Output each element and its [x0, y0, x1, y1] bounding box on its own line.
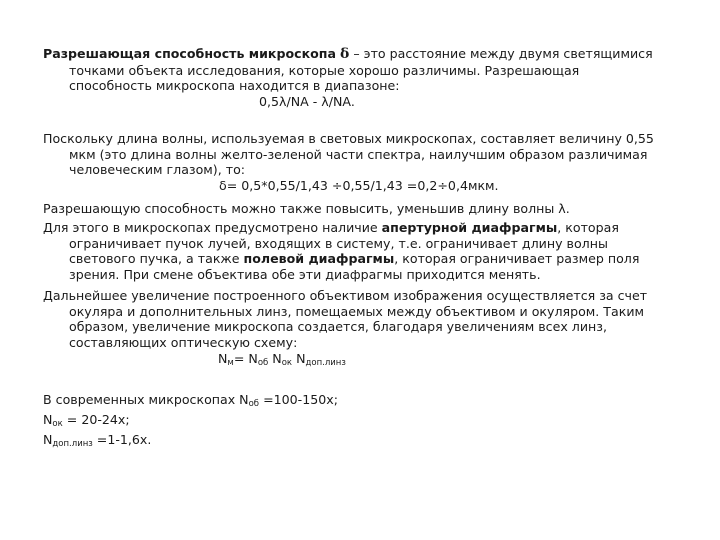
objective-value: =100-150х;	[259, 392, 338, 407]
field-diaphragm-term: полевой диафрагмы	[243, 251, 395, 266]
formula-eq: = N	[233, 351, 258, 366]
extra-lens-sub: доп.линз	[52, 439, 93, 449]
wavelength-line-1: Поскольку длина волны, используемая в световых микроскопах, составляет величину 0,55	[43, 131, 654, 146]
definition-line-1	[43, 46, 683, 63]
extra-lens-magnification-line	[43, 430, 683, 450]
extra-lens-n: N	[43, 432, 53, 447]
formula-sub-ob: об	[257, 358, 269, 368]
eyepiece-value: = 20-24х;	[62, 412, 130, 427]
term-resolving-power: Разрешающая способность микроскопа	[43, 46, 337, 61]
resolution-range-formula: 0,5λ/NA - λ/NA.	[259, 93, 355, 109]
formula-sub-m: м	[227, 358, 234, 368]
aperture-diaphragm-term: апертурной диафрагмы	[381, 220, 558, 235]
diaphragm-line-2: ограничивает пучок лучей, входящих в систему, т.е. ограничивает длину волны	[69, 235, 608, 251]
wavelength-line-2: мкм (это длина волны желто-зеленой части спектра, наилучшим образом различимая	[69, 146, 648, 162]
diaphragm-line-1-c: , которая	[557, 220, 619, 235]
magnification-line-2: окуляра и дополнительных линз, помещаемых между объективом и окуляром. Таким	[69, 303, 645, 319]
diaphragm-line-1-a: Для этого в микроскопах предусмотрено наличие	[43, 220, 382, 235]
diaphragm-line-3-a: светового пучка, а также	[69, 251, 244, 266]
resolution-calculation: δ= 0,5*0,55/1,43 ÷0,55/1,43 =0,2÷0,4мкм.	[219, 177, 499, 193]
definition-paragraph	[43, 46, 683, 109]
formula-n: N	[218, 351, 228, 366]
magnification-paragraph	[43, 288, 683, 367]
definition-line-1-rest: – это расстояние между двумя светящимися	[349, 46, 653, 61]
formula-sub-ok: ок	[281, 358, 293, 368]
magnification-formula	[43, 351, 683, 367]
definition-line-3: способность микроскопа находится в диапазоне:	[69, 78, 400, 93]
wavelength-line-3: человеческим глазом), то:	[69, 162, 246, 177]
magnification-line-3: образом, увеличение микроскопа создается, благодаря увеличениям всех линз,	[69, 319, 607, 334]
objective-magnification-line	[43, 390, 683, 410]
improve-resolution-paragraph	[43, 201, 683, 217]
diaphragm-line-3	[43, 251, 683, 267]
diaphragm-line-3-c: , которая ограничивает размер поля	[394, 251, 640, 266]
eyepiece-sub: ок	[52, 419, 63, 429]
magnification-line-1: Дальнейшее увеличение построенного объективом изображения осуществляется за счет	[43, 288, 648, 303]
definition-line-2: точками объекта исследования, которые хорошо различимы. Разрешающая	[69, 62, 580, 78]
delta-symbol: δ	[340, 46, 350, 62]
diaphragm-line-1	[43, 220, 683, 236]
formula-n-dop: N	[292, 351, 306, 366]
formula-sub-dop: доп.линз	[305, 358, 346, 368]
wavelength-paragraph	[43, 131, 683, 193]
objective-text: В современных микроскопах N	[43, 392, 249, 407]
objective-sub: об	[248, 399, 260, 409]
improve-resolution-line: Разрешающую способность можно также повысить, уменьшив длину волны λ.	[43, 201, 570, 216]
eyepiece-n: N	[43, 412, 53, 427]
extra-lens-value: =1-1,6х.	[92, 432, 152, 447]
diaphragm-line-4: зрения. При смене объектива обе эти диафрагмы приходится менять.	[69, 266, 541, 282]
magnification-line-4: составляющих оптическую схему:	[69, 334, 298, 350]
magnification-values	[43, 390, 683, 450]
diaphragm-paragraph	[43, 220, 683, 282]
formula-n-ok: N	[268, 351, 282, 366]
eyepiece-magnification-line	[43, 410, 683, 430]
